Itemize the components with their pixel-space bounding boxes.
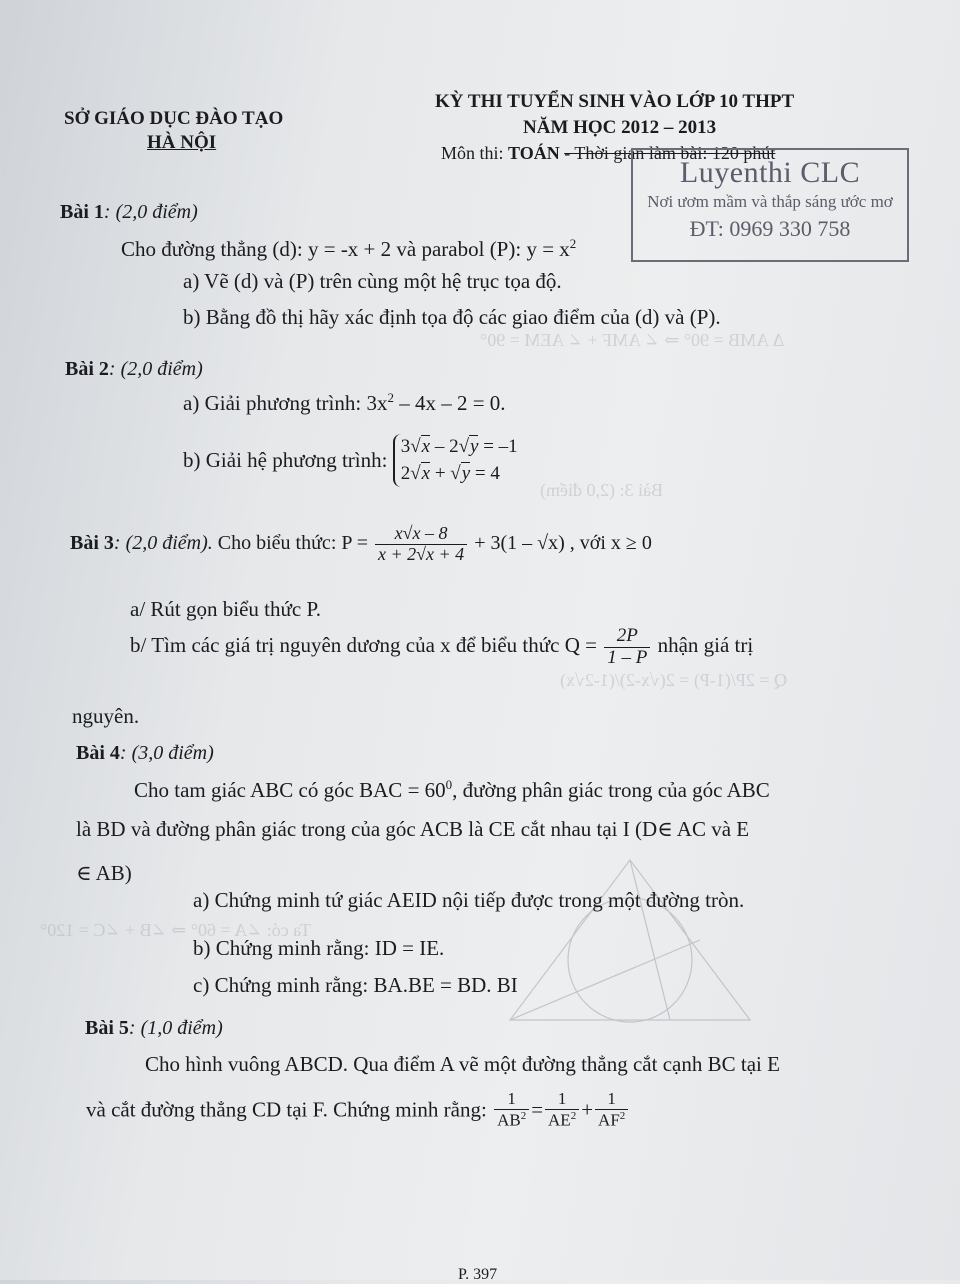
bai1-label: Bài 1	[60, 201, 104, 223]
bai4-line1-tail: , đường phân giác trong của góc ABC	[452, 778, 770, 802]
equation-1: 3√x – 2√y = –1	[400, 436, 518, 457]
bai3-points: : (2,0 điểm).	[113, 531, 213, 554]
bai2-heading	[65, 358, 203, 381]
p-denominator: x + 2√x + 4	[378, 543, 465, 564]
bai4-line2: là BD và đường phân giác trong của góc ACB là CE cắt nhau tại I (D∈ AC và E	[76, 817, 750, 841]
p-fraction	[375, 524, 467, 565]
bai3-heading	[70, 524, 652, 565]
bai4-line1: Cho tam giác ABC có góc BAC = $60^0$, đường phân giác trong của góc ABC	[134, 777, 770, 802]
bai3-part-a: a/ Rút gọn biểu thức P.	[130, 597, 322, 621]
bai2-a-rest: – 4x – 2 = 0.	[393, 391, 506, 415]
bai4-part-c: c) Chứng minh rằng: BA.BE = BD. BI	[193, 973, 518, 997]
bai3-part-b-cont: nguyên.	[72, 704, 140, 728]
stamp-phone: ĐT: 0969 330 758	[689, 216, 851, 241]
bai5-line2: và cắt đường thẳng CD tại F. Chứng minh rằng: $\frac{1}{AB^2}$ = $\frac{1}{AE^2}$ + $\frac{1}{AF^2}$	[86, 1090, 630, 1130]
department-city: HÀ NỘI	[147, 132, 217, 153]
time-limit: - Thời gian làm bài: 120 phút	[564, 143, 776, 163]
bleed-through-text: Δ AMB = 90° ⇒ ∠ AMF + ∠ AEM = 90°	[480, 330, 785, 350]
bai5-heading	[85, 1017, 223, 1040]
bai3-b-tail: nhận giá trị	[652, 633, 754, 658]
bai1-intro: Cho đường thẳng (d): y = -x + 2 và parabol (P): $y = x^2$	[121, 236, 577, 261]
bleed-through-text: Bài 3: (2,0 điểm)	[540, 480, 663, 500]
department-name: SỞ GIÁO DỤC ĐÀO TẠO	[64, 108, 284, 129]
bai5-line1: Cho hình vuông ABCD. Qua điểm A vẽ một đường thẳng cắt cạnh BC tại E	[145, 1052, 780, 1076]
bai4-line3: ∈ AB)	[76, 861, 132, 885]
bai4-heading	[76, 742, 214, 765]
bai2-a-text: a) Giải phương trình: 3x	[183, 391, 388, 415]
bleed-through-text: Ta có: ∠A = 60° ⇒ ∠B + ∠C = 120°	[40, 920, 311, 940]
bai2-part-b	[183, 434, 518, 487]
bai2-b-text: b) Giải hệ phương trình:	[183, 448, 388, 473]
subject-label: Môn thi:	[441, 143, 504, 163]
bleed-through-text: Q = 2P/(1-P) = 2(√x-2)/(1-2√x)	[560, 670, 788, 690]
bai3-intro: Cho biểu thức: P =	[212, 531, 374, 554]
stamp-name: Luyenthi CLC	[679, 156, 861, 189]
bai1-heading	[60, 201, 198, 224]
bai3-b-text: b/ Tìm các giá trị nguyên dương của x để biểu thức Q =	[130, 633, 603, 658]
bai3-label: Bài 3	[70, 531, 114, 554]
bai4-part-b: b) Chứng minh rằng: ID = IE.	[193, 936, 445, 960]
bai4-part-a: a) Chứng minh tứ giác AEID nội tiếp được trong một đường tròn.	[193, 888, 745, 912]
q-numerator: 2P	[604, 626, 650, 648]
center-stamp	[631, 148, 909, 262]
bai4-label: Bài 4	[76, 742, 120, 764]
bai5-label: Bài 5	[85, 1017, 129, 1039]
stamp-slogan: Nơi ươm mầm và thắp sáng ước mơ	[647, 192, 893, 211]
frac-ab: $\frac{1}{AB^2}$	[494, 1090, 529, 1130]
page-number: P. 397	[458, 1266, 498, 1283]
bai5-line2-text: và cắt đường thẳng CD tại F. Chứng minh rằng:	[86, 1097, 493, 1122]
bai1-part-b: b) Bằng đồ thị hãy xác định tọa độ các giao điểm của (d) và (P).	[183, 305, 721, 329]
q-fraction	[604, 626, 650, 669]
bai2-label: Bài 2	[65, 358, 109, 380]
bai4-points: : (3,0 điểm)	[119, 742, 214, 764]
frac-ae: $\frac{1}{AE^2}$	[545, 1090, 579, 1130]
subject: TOÁN	[508, 143, 560, 163]
p-numerator: x√x – 8	[375, 524, 467, 545]
bai1-intro-text: Cho đường thẳng (d): y = -x + 2 và parabol (P): y = x	[121, 237, 570, 261]
equation-system	[393, 434, 518, 487]
exam-title: KỲ THI TUYỂN SINH VÀO LỚP 10 THPT	[435, 91, 795, 112]
school-year: NĂM HỌC 2012 – 2013	[523, 117, 717, 138]
bai2-points: : (2,0 điểm)	[108, 358, 203, 380]
bai4-line1-text: Cho tam giác ABC có góc BAC = 60	[134, 778, 446, 802]
bai5-points: : (1,0 điểm)	[128, 1017, 223, 1039]
equation-2: 2√x + √y = 4	[400, 462, 500, 484]
bai1-points: : (2,0 điểm)	[103, 201, 198, 223]
bai3-part-b	[130, 626, 753, 669]
bai1-part-a: a) Vẽ (d) và (P) trên cùng một hệ trục tọa độ.	[183, 269, 562, 293]
bai2-part-a: a) Giải phương trình: $3x^2 - 4x - 2 = 0$.	[183, 390, 506, 415]
bai3-tail: + 3(1 – √x) , với x ≥ 0	[469, 531, 652, 554]
q-denominator: 1 – P	[607, 646, 648, 668]
bleed-through-figure	[470, 840, 770, 1040]
frac-af: $\frac{1}{AF^2}$	[595, 1090, 628, 1130]
